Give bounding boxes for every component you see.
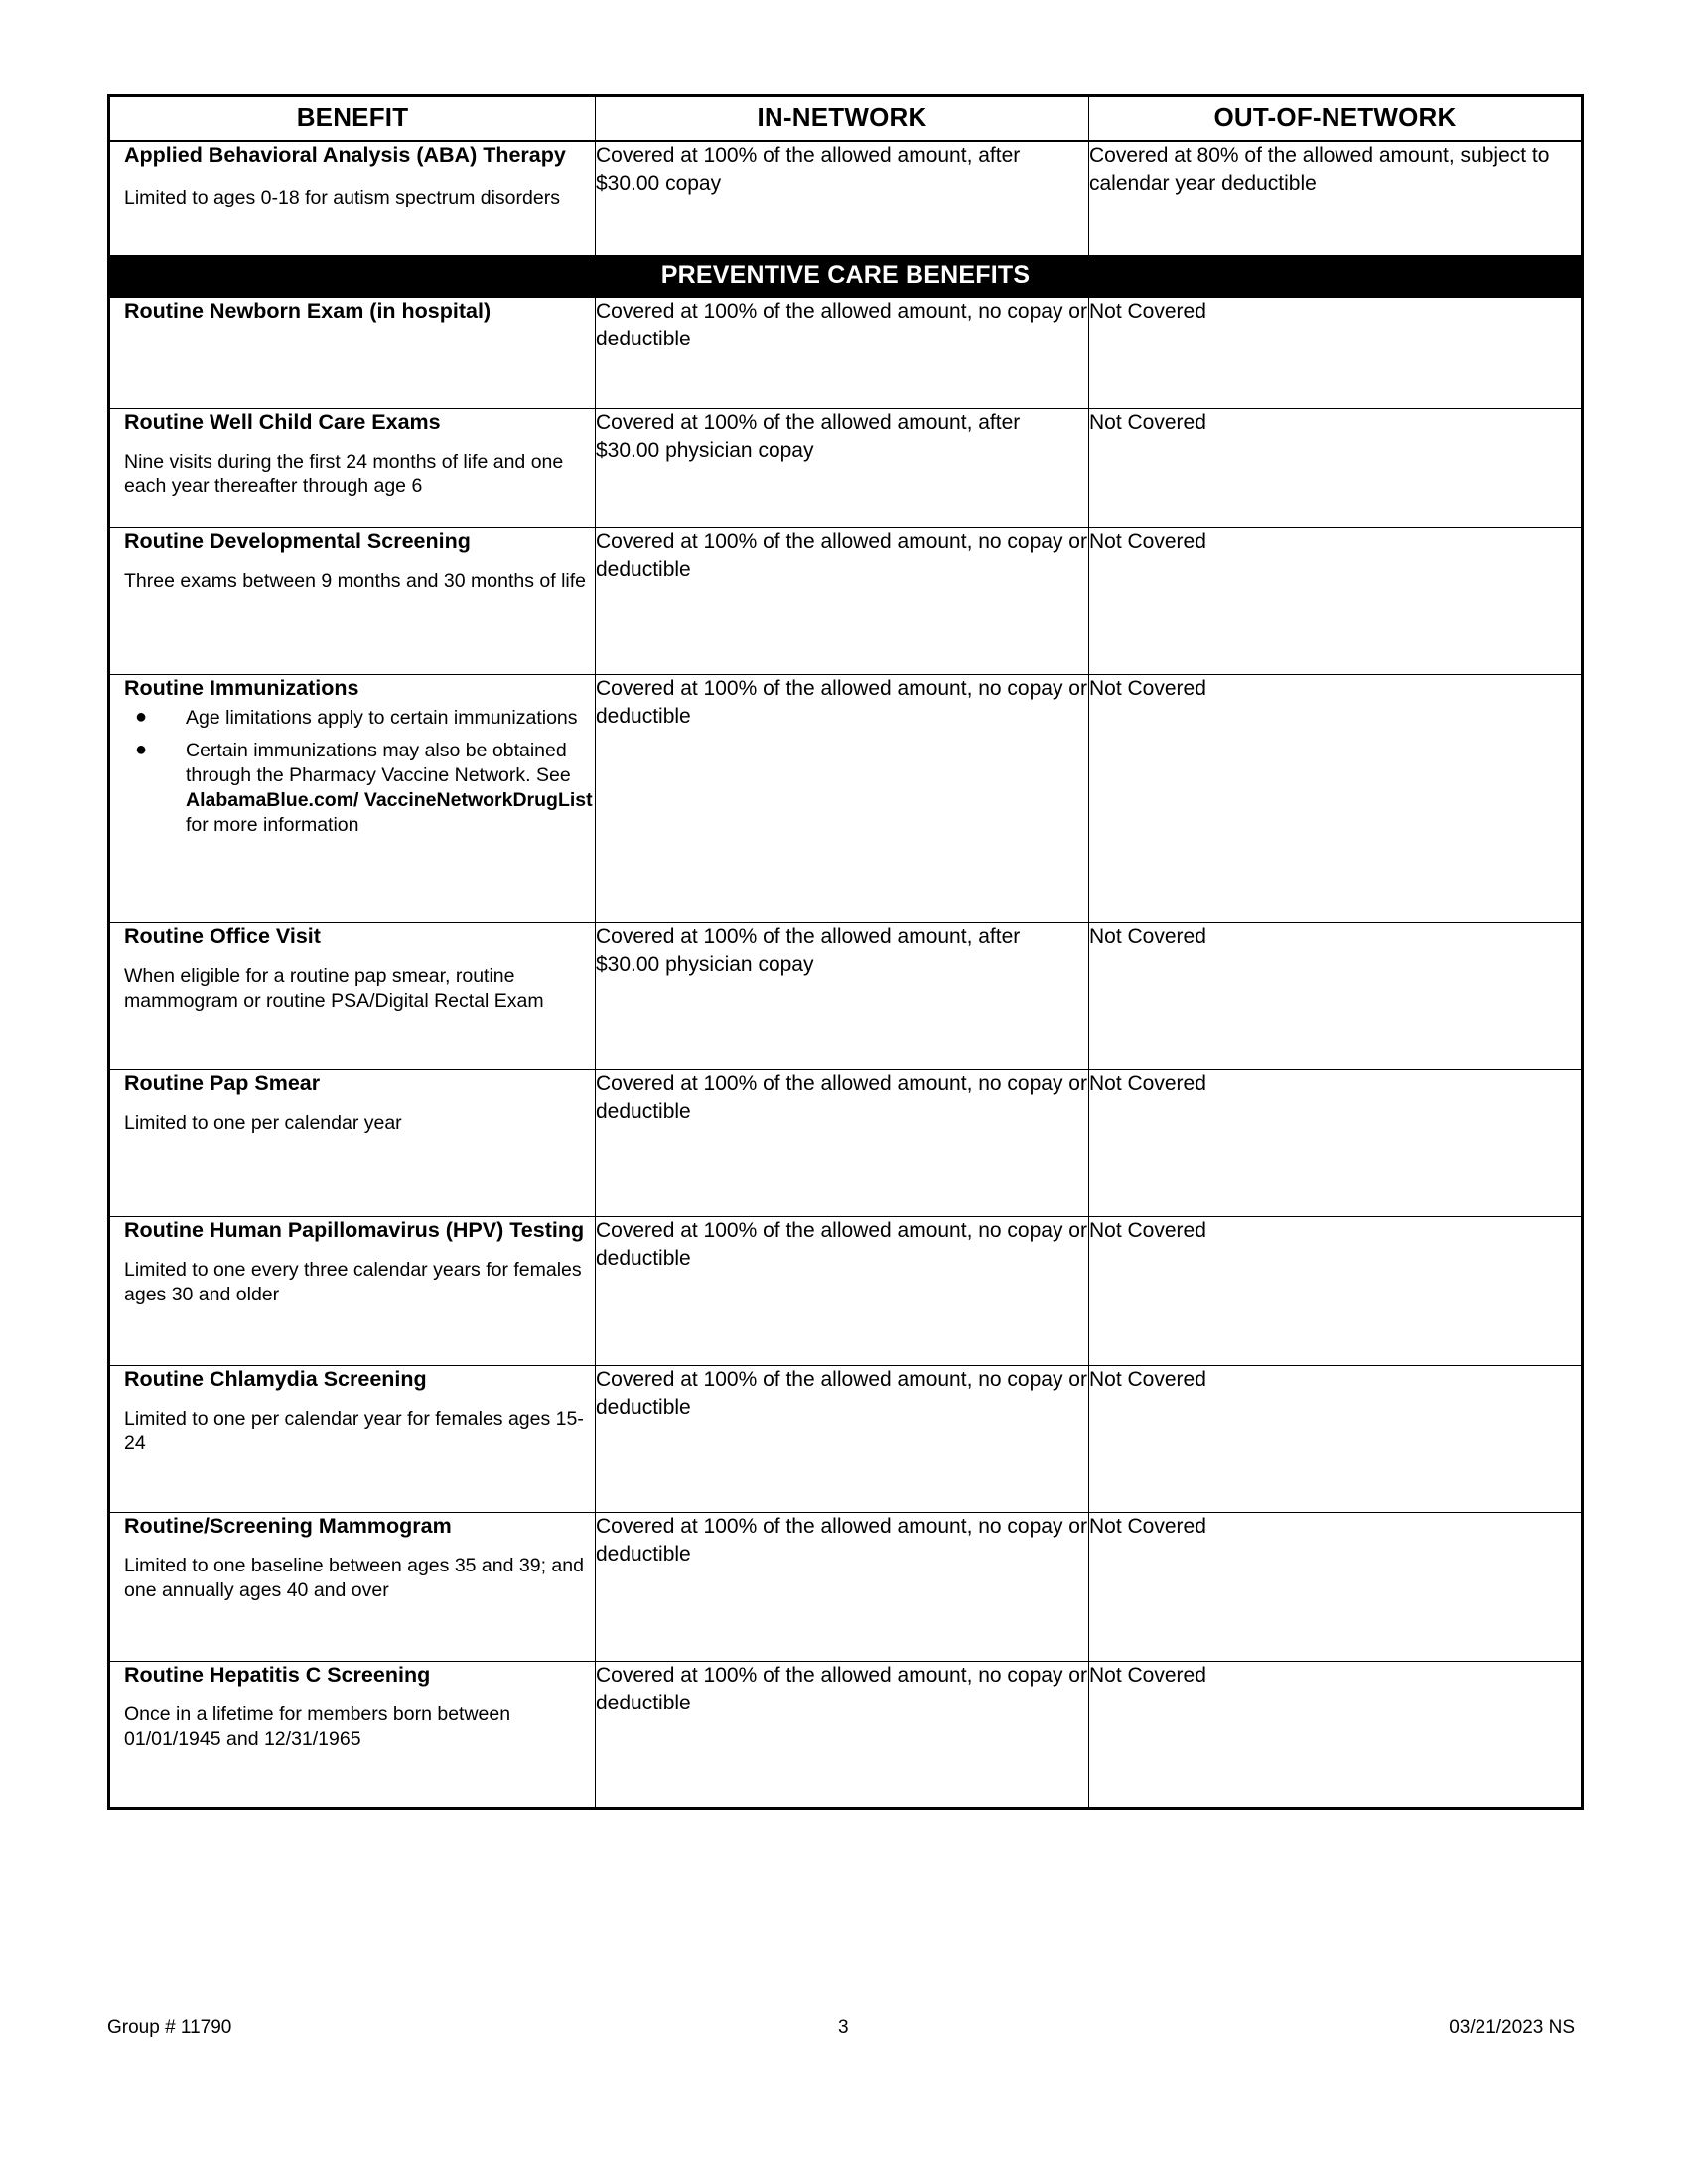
out-of-network-text: Not Covered: [1089, 1514, 1206, 1538]
out-of-network-text: Not Covered: [1089, 410, 1206, 434]
benefits-sheet: [107, 94, 1581, 1810]
out-of-network-text: Not Covered: [1089, 1218, 1206, 1242]
out-of-network-cell: [1089, 1661, 1583, 1808]
benefit-cell: [109, 527, 596, 674]
table-row: [109, 922, 1583, 1069]
list-item-text: Age limitations apply to certain immunizations: [186, 707, 578, 730]
in-network-cell: [596, 1365, 1089, 1512]
out-of-network-text: Not Covered: [1089, 1367, 1206, 1391]
benefit-note: Three exams between 9 months and 30 months of life: [124, 570, 587, 593]
table-row: [109, 527, 1583, 674]
in-network-cell: [596, 527, 1089, 674]
benefit-note: Limited to one per calendar year for females ages 15-24: [124, 1408, 584, 1455]
out-of-network-cell: [1089, 141, 1583, 255]
footer-page-number: 3: [837, 2017, 849, 2038]
list-item-text: Certain immunizations may also be obtained through the Pharmacy Vaccine Network. See: [186, 740, 571, 787]
table-row: [109, 1216, 1583, 1365]
list-item: [124, 739, 595, 838]
benefit-title: Routine Pap Smear: [124, 1070, 321, 1095]
in-network-text: Covered at 100% of the allowed amount, no copay or deductible: [596, 1218, 1087, 1270]
benefit-cell: [109, 408, 596, 527]
section-banner-preventive-care: PREVENTIVE CARE BENEFITS: [109, 255, 1583, 297]
benefit-cell: [109, 1512, 596, 1661]
table-row: [109, 1069, 1583, 1216]
benefit-cell: [109, 1365, 596, 1512]
out-of-network-cell: [1089, 1512, 1583, 1661]
out-of-network-cell: [1089, 922, 1583, 1069]
benefit-cell: [109, 1661, 596, 1808]
in-network-text: Covered at 100% of the allowed amount, no copay or deductible: [596, 1514, 1087, 1566]
footer-group-number: Group # 11790: [107, 2017, 232, 2038]
in-network-text: Covered at 100% of the allowed amount, after $30.00 physician copay: [596, 924, 1021, 976]
out-of-network-text: Not Covered: [1089, 529, 1206, 553]
out-of-network-text: Not Covered: [1089, 1071, 1206, 1095]
in-network-text: Covered at 100% of the allowed amount, no copay or deductible: [596, 1071, 1087, 1123]
in-network-cell: [596, 1661, 1089, 1808]
in-network-text: Covered at 100% of the allowed amount, no copay or deductible: [596, 676, 1087, 728]
in-network-cell: [596, 1512, 1089, 1661]
table-row: [109, 141, 1583, 255]
section-banner-row: [109, 255, 1583, 297]
benefit-title: Routine Well Child Care Exams: [124, 409, 441, 434]
table-row: [109, 674, 1583, 922]
list-item-text-after: for more information: [186, 814, 359, 837]
benefit-title: Routine/Screening Mammogram: [124, 1513, 452, 1538]
in-network-cell: [596, 674, 1089, 922]
benefit-note: When eligible for a routine pap smear, routine mammogram or routine PSA/Digital Rectal Exam: [124, 965, 544, 1013]
benefit-title: Applied Behavioral Analysis (ABA) Therapy: [124, 143, 566, 167]
benefit-title: Routine Newborn Exam (in hospital): [124, 298, 492, 323]
column-header-in-network: IN-NETWORK: [596, 96, 1089, 142]
table-header-row: [109, 96, 1583, 142]
in-network-text: Covered at 100% of the allowed amount, no copay or deductible: [596, 1367, 1087, 1419]
benefit-cell: [109, 1216, 596, 1365]
column-header-benefit: BENEFIT: [109, 96, 596, 142]
out-of-network-cell: [1089, 297, 1583, 408]
list-item: [124, 706, 595, 731]
in-network-cell: [596, 1069, 1089, 1216]
benefit-note: Limited to one every three calendar years for females ages 30 and older: [124, 1259, 582, 1306]
list-item-link-text[interactable]: AlabamaBlue.com/ VaccineNetworkDrugList: [186, 789, 593, 812]
in-network-cell: [596, 408, 1089, 527]
benefit-title: Routine Office Visit: [124, 923, 321, 948]
in-network-cell: [596, 297, 1089, 408]
in-network-text: Covered at 100% of the allowed amount, no copay or deductible: [596, 1663, 1087, 1714]
in-network-text: Covered at 100% of the allowed amount, after $30.00 physician copay: [596, 410, 1021, 462]
benefit-cell: [109, 1069, 596, 1216]
benefit-cell: [109, 297, 596, 408]
in-network-cell: [596, 922, 1089, 1069]
out-of-network-text: Not Covered: [1089, 676, 1206, 700]
benefit-cell: [109, 922, 596, 1069]
bullet-icon: ●: [135, 739, 148, 761]
table-row: [109, 1661, 1583, 1808]
benefit-title: Routine Human Papillomavirus (HPV) Testing: [124, 1217, 585, 1242]
benefit-title: Routine Developmental Screening: [124, 528, 471, 553]
in-network-text: Covered at 100% of the allowed amount, after $30.00 copay: [596, 144, 1021, 196]
benefit-note: Limited to ages 0-18 for autism spectrum disorders: [124, 186, 560, 208]
page-footer: [107, 2017, 1581, 2039]
out-of-network-text: Not Covered: [1089, 924, 1206, 948]
table-row: [109, 1512, 1583, 1661]
out-of-network-cell: [1089, 527, 1583, 674]
benefit-note: Limited to one baseline between ages 35 and 39; and one annually ages 40 and over: [124, 1555, 584, 1602]
out-of-network-text: Covered at 80% of the allowed amount, subject to calendar year deductible: [1089, 144, 1550, 196]
in-network-text: Covered at 100% of the allowed amount, no copay or deductible: [596, 529, 1087, 581]
benefit-title: Routine Hepatitis C Screening: [124, 1662, 431, 1687]
column-header-out-of-network: OUT-OF-NETWORK: [1089, 96, 1583, 142]
out-of-network-cell: [1089, 1216, 1583, 1365]
table-row: [109, 408, 1583, 527]
table-row: [109, 1365, 1583, 1512]
in-network-cell: [596, 1216, 1089, 1365]
benefit-title: Routine Immunizations: [124, 675, 359, 700]
benefits-table: [107, 94, 1584, 1810]
out-of-network-cell: [1089, 1069, 1583, 1216]
bullet-icon: ●: [135, 706, 148, 729]
out-of-network-cell: [1089, 1365, 1583, 1512]
benefit-cell: [109, 141, 596, 255]
in-network-cell: [596, 141, 1089, 255]
out-of-network-text: Not Covered: [1089, 1663, 1206, 1687]
in-network-text: Covered at 100% of the allowed amount, no copay or deductible: [596, 299, 1087, 350]
benefit-bullet-list: [124, 706, 595, 838]
footer-revision-date: 03/21/2023 NS: [1449, 2017, 1575, 2038]
out-of-network-cell: [1089, 408, 1583, 527]
table-row: [109, 297, 1583, 408]
benefit-note: Nine visits during the first 24 months of life and one each year thereafter through age 6: [124, 451, 564, 498]
out-of-network-cell: [1089, 674, 1583, 922]
benefit-cell: [109, 674, 596, 922]
benefit-note: Once in a lifetime for members born between 01/01/1945 and 12/31/1965: [124, 1704, 511, 1751]
out-of-network-text: Not Covered: [1089, 299, 1206, 323]
benefit-title: Routine Chlamydia Screening: [124, 1366, 427, 1391]
benefit-note: Limited to one per calendar year: [124, 1112, 402, 1135]
